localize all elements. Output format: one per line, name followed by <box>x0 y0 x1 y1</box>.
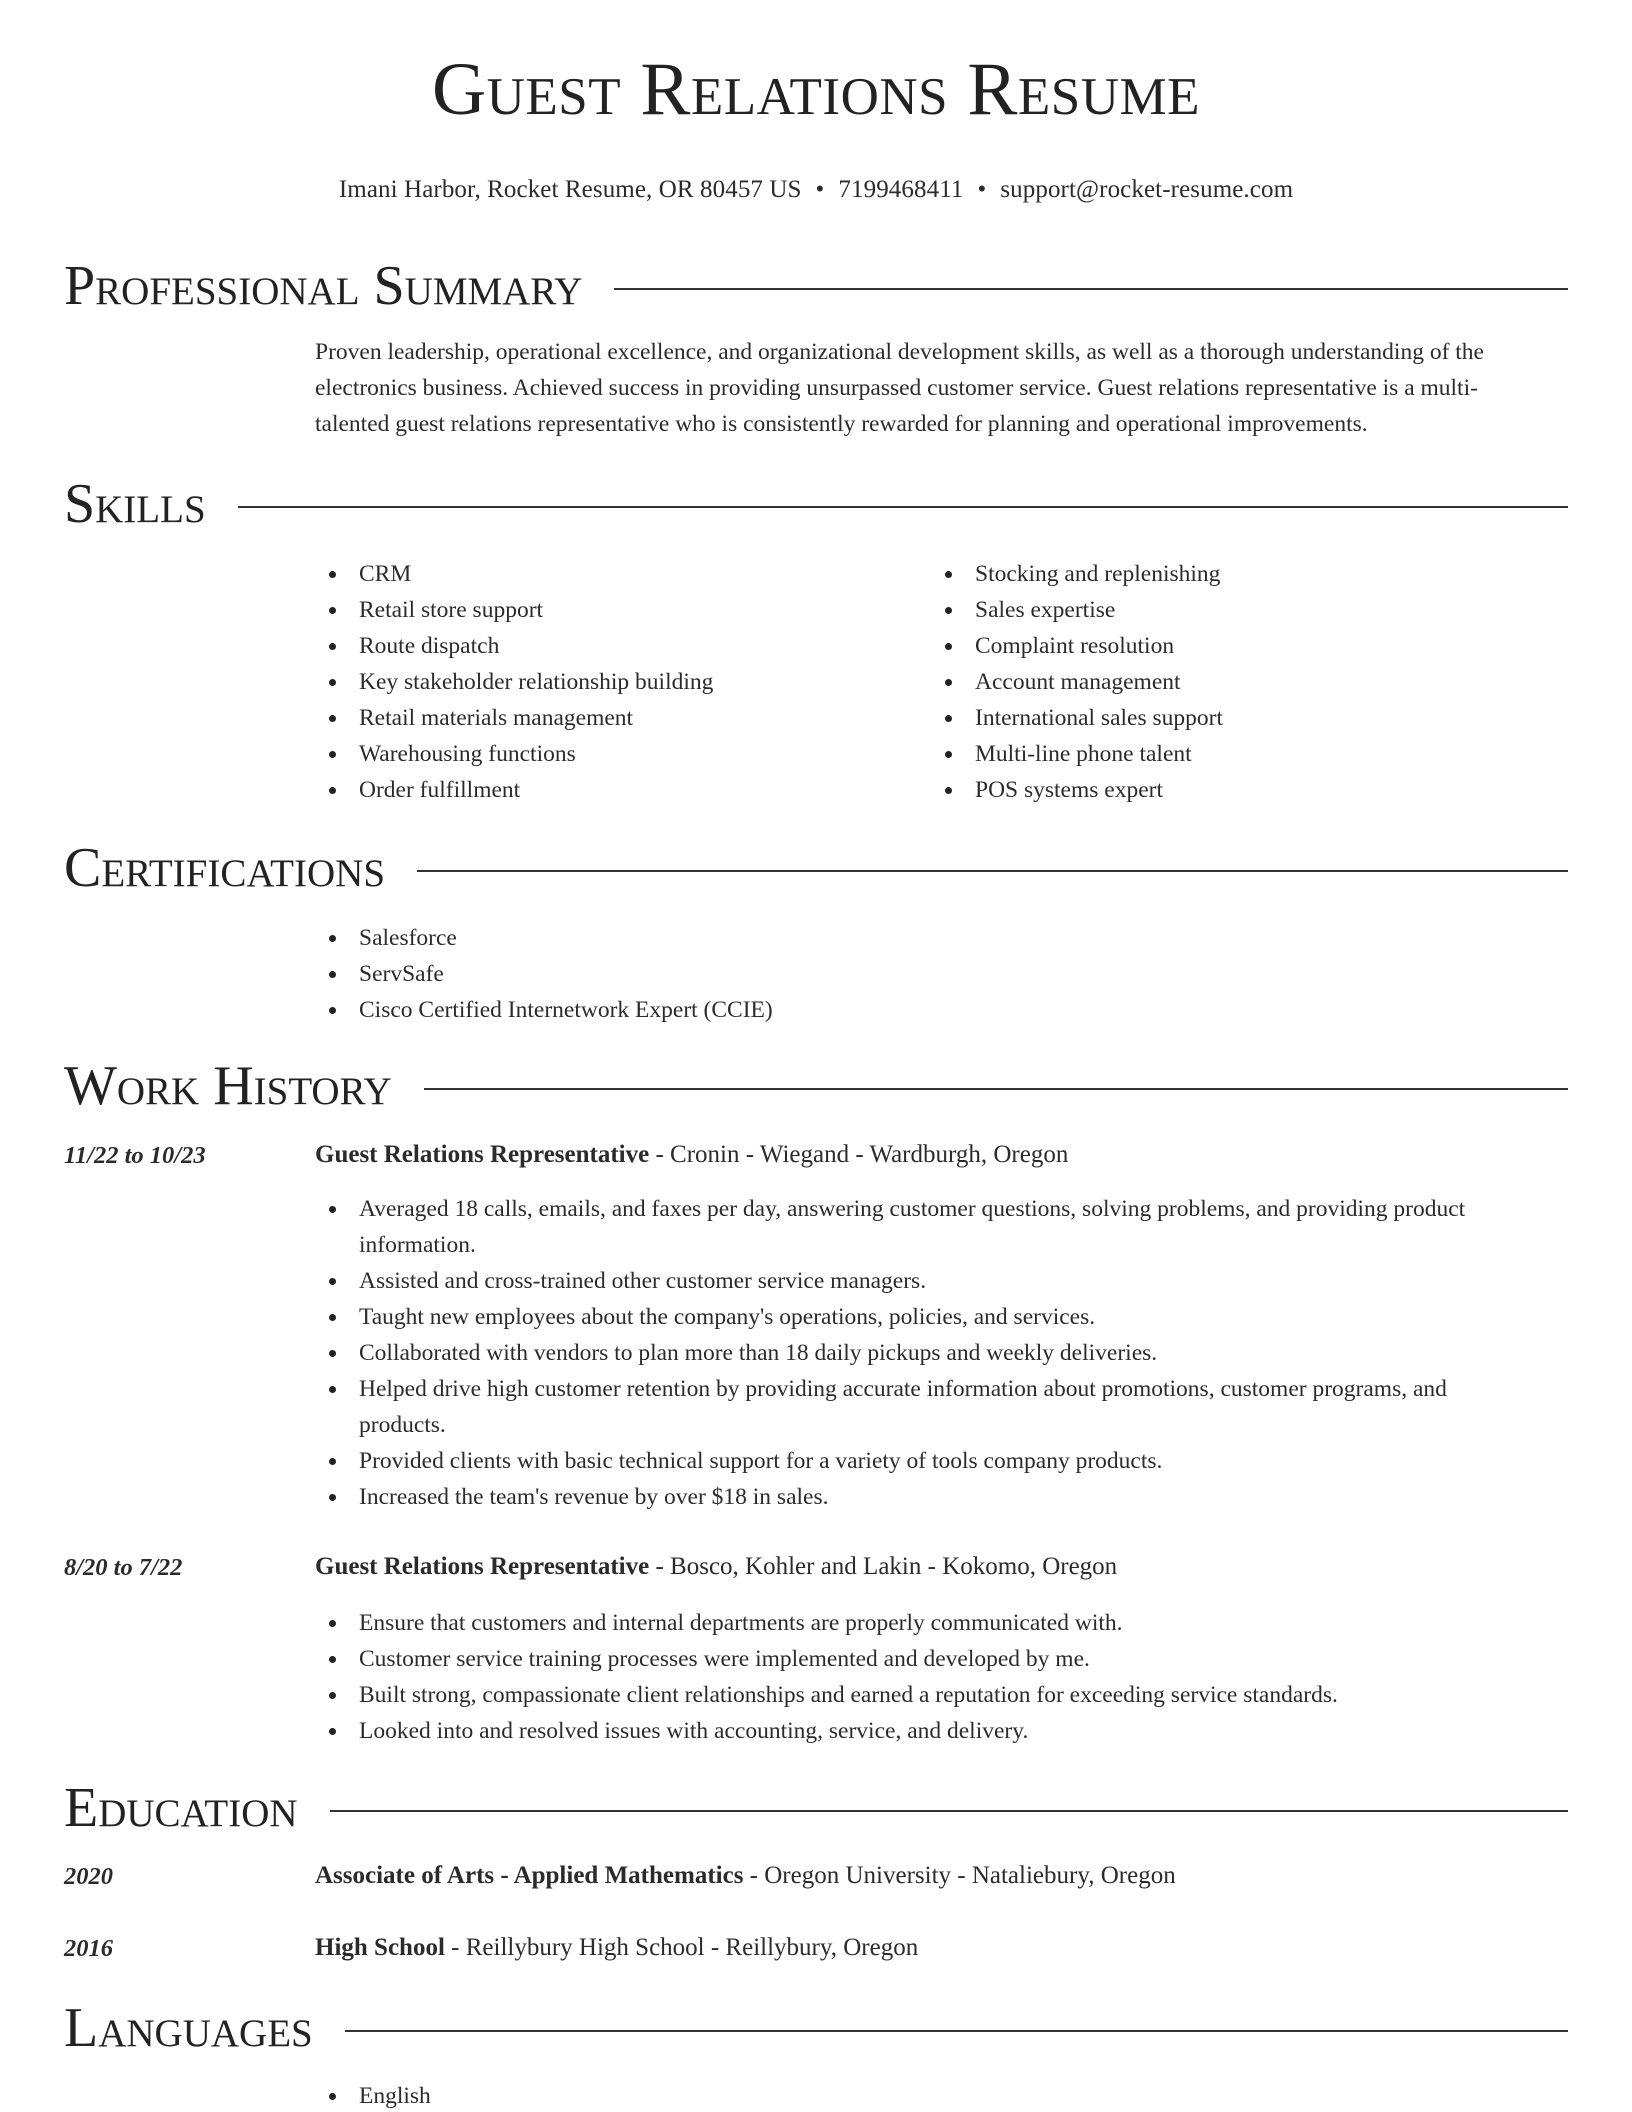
job-bullet-text: information. <box>359 1232 476 1258</box>
skill-item: POS systems expert <box>931 772 1531 808</box>
work-history-heading: Work History <box>64 1055 392 1117</box>
job-heading <box>315 1141 1568 1169</box>
section-divider <box>417 870 1568 872</box>
certification-item: Cisco Certified Internetwork Expert (CCIE) <box>315 992 1515 1028</box>
contact-phone: 7199468411 <box>838 176 964 203</box>
job-bullet: Provided clients with basic technical support for a variety of tools company products. <box>315 1443 1575 1479</box>
section-heading-certifications <box>64 838 1568 898</box>
job-bullet: Looked into and resolved issues with accounting, service, and delivery. <box>315 1713 1575 1749</box>
skills-heading: Skills <box>64 473 206 535</box>
skill-item: Warehousing functions <box>315 736 915 772</box>
summary-heading: Professional Summary <box>64 255 583 317</box>
skill-item: Complaint resolution <box>931 628 1531 664</box>
section-divider <box>238 506 1568 508</box>
job-bullet <box>315 1191 1575 1263</box>
job-company: - Cronin - Wiegand - Wardburgh, Oregon <box>649 1141 1069 1168</box>
job-bullet <box>315 1371 1575 1443</box>
education-school: - Oregon University - Nataliebury, Oregon <box>743 1862 1176 1889</box>
certification-item: ServSafe <box>315 956 1515 992</box>
languages-list <box>315 2078 915 2112</box>
education-year: 2020 <box>64 1863 113 1890</box>
section-heading-summary <box>64 256 1568 316</box>
education-school: - Reillybury High School - Reillybury, Oregon <box>444 1934 919 1961</box>
skill-item: Key stakeholder relationship building <box>315 664 915 700</box>
job-bullet: Customer service training processes were implemented and developed by me. <box>315 1641 1575 1677</box>
skill-item: Route dispatch <box>315 628 915 664</box>
job-bullet: Increased the team's revenue by over $18 in sales. <box>315 1479 1575 1515</box>
education-degree: Associate of Arts - Applied Mathematics <box>315 1862 744 1889</box>
job-bullet: Ensure that customers and internal departments are properly communicated with. <box>315 1605 1575 1641</box>
skill-item: CRM <box>315 556 915 592</box>
summary-line: Proven leadership, operational excellence, and organizational development skills, as well as a thorough understanding of the <box>315 339 1484 365</box>
summary-line: electronics business. Achieved success in providing unsurpassed customer service. Guest relations representative is a multi- <box>315 375 1478 401</box>
section-divider <box>614 288 1568 290</box>
skill-item: International sales support <box>931 700 1531 736</box>
job-bullet: Collaborated with vendors to plan more than 18 daily pickups and weekly deliveries. <box>315 1335 1575 1371</box>
section-heading-skills <box>64 474 1568 534</box>
job-dates: 11/22 to 10/23 <box>64 1142 206 1169</box>
skills-list-left <box>315 556 915 808</box>
section-heading-education <box>64 1778 1568 1838</box>
job-title: Guest Relations Representative <box>315 1141 650 1168</box>
education-year: 2016 <box>64 1935 113 1962</box>
job-bullet: Taught new employees about the company's operations, policies, and services. <box>315 1299 1575 1335</box>
job-title: Guest Relations Representative <box>315 1553 650 1580</box>
section-divider <box>345 2030 1568 2032</box>
job-bullet-text: Averaged 18 calls, emails, and faxes per day, answering customer questions, solving problems, and providing product <box>359 1196 1466 1222</box>
job-bullet-text: products. <box>359 1412 446 1438</box>
certifications-heading: Certifications <box>64 837 386 899</box>
languages-heading: Languages <box>64 1997 313 2059</box>
certification-item: Salesforce <box>315 920 1515 956</box>
education-entry <box>315 1934 1568 1962</box>
resume-title: Guest Relations Resume <box>431 48 1201 131</box>
skill-item: Order fulfillment <box>315 772 915 808</box>
section-divider <box>330 1810 1568 1812</box>
section-heading-languages <box>64 1998 1568 2058</box>
job-bullet: Assisted and cross-trained other customer service managers. <box>315 1263 1575 1299</box>
job-heading <box>315 1553 1568 1581</box>
job-bullet-text: Helped drive high customer retention by providing accurate information about promotions, customer programs, and <box>359 1376 1447 1402</box>
education-heading: Education <box>64 1777 298 1839</box>
job-bullets <box>315 1191 1575 1515</box>
skill-item: Retail store support <box>315 592 915 628</box>
skill-item: Retail materials management <box>315 700 915 736</box>
contact-separator: • <box>977 176 987 203</box>
contact-line <box>0 176 1632 204</box>
summary-paragraph <box>315 334 1568 442</box>
contact-email[interactable]: support@rocket-resume.com <box>1000 176 1294 203</box>
summary-line: talented guest relations representative who is consistently rewarded for planning and operational improvements. <box>315 411 1368 437</box>
skill-item: Stocking and replenishing <box>931 556 1531 592</box>
skills-list-right <box>931 556 1531 808</box>
skill-item: Account management <box>931 664 1531 700</box>
job-company: - Bosco, Kohler and Lakin - Kokomo, Oregon <box>649 1553 1118 1580</box>
section-divider <box>424 1088 1568 1090</box>
contact-address: Imani Harbor, Rocket Resume, OR 80457 US <box>338 176 802 203</box>
skill-item: Sales expertise <box>931 592 1531 628</box>
education-entry <box>315 1862 1568 1890</box>
contact-separator: • <box>815 176 825 203</box>
section-heading-work-history <box>64 1056 1568 1116</box>
job-dates: 8/20 to 7/22 <box>64 1554 183 1581</box>
job-bullet: Built strong, compassionate client relationships and earned a reputation for exceeding service standards. <box>315 1677 1575 1713</box>
certifications-list <box>315 920 1515 1028</box>
skill-item: Multi-line phone talent <box>931 736 1531 772</box>
education-degree: High School <box>315 1934 445 1961</box>
job-bullets <box>315 1605 1575 1749</box>
language-item: English <box>315 2078 915 2112</box>
